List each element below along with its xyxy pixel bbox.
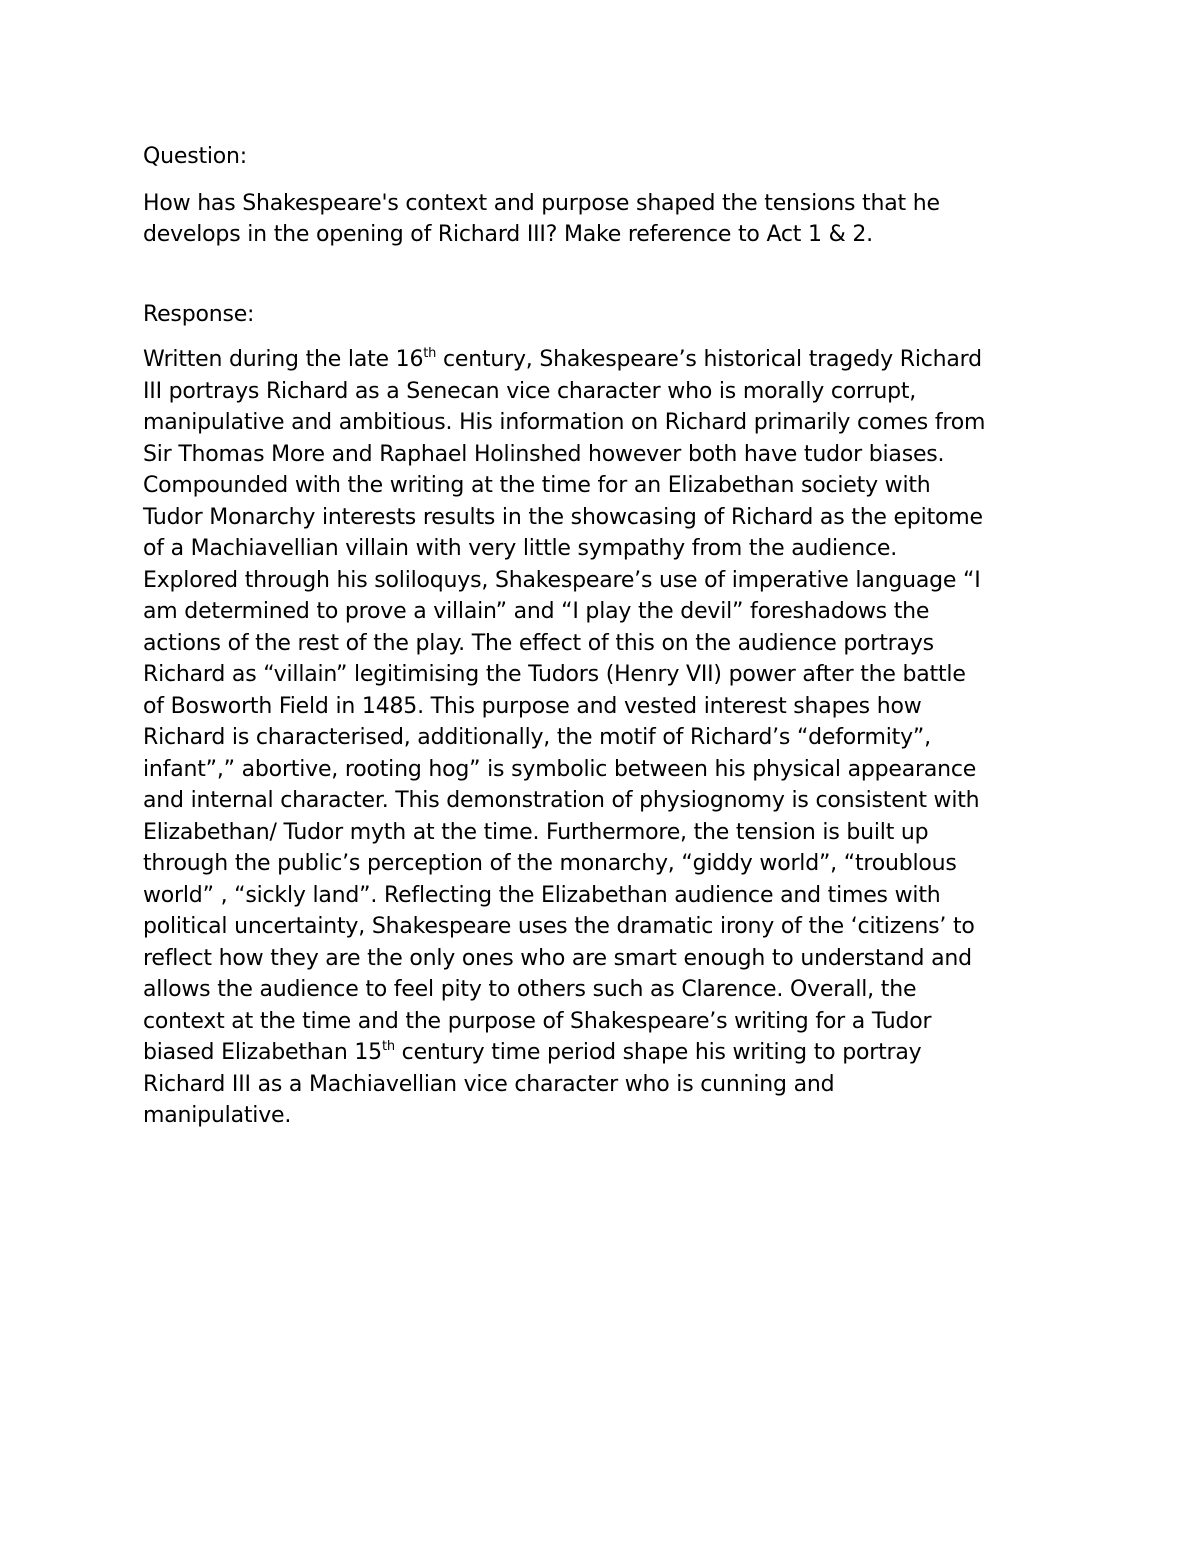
- response-line: III portrays Richard as a Senecan vice character who is morally corrupt,: [143, 378, 917, 404]
- response-line: Richard as “villain” legitimising the Tudors (Henry VII) power after the battle: [143, 662, 966, 687]
- response-heading: Response:: [143, 301, 255, 327]
- response-line: world” , “sickly land”. Reflecting the Elizabethan audience and times with: [143, 882, 941, 908]
- response-line-text: century time period shape his writing to portray: [394, 1040, 922, 1065]
- response-line: Elizabethan/ Tudor myth at the time. Furthermore, the tension is built up: [143, 819, 929, 845]
- response-line: allows the audience to feel pity to others such as Clarence. Overall, the: [143, 977, 917, 1002]
- response-line: Tudor Monarchy interests results in the showcasing of Richard as the epitome: [143, 504, 983, 530]
- response-line-text: biased Elizabethan 15: [143, 1040, 382, 1065]
- response-line: through the public’s perception of the monarchy, “giddy world”, “troublous: [143, 851, 957, 876]
- response-line-text: century, Shakespeare’s historical tragedy Richard: [436, 347, 982, 372]
- response-line: manipulative and ambitious. His information on Richard primarily comes from: [143, 410, 986, 435]
- response-text: [143, 344, 1068, 1132]
- response-line: [143, 344, 1068, 376]
- response-line: actions of the rest of the play. The effect of this on the audience portrays: [143, 630, 934, 656]
- response-line: manipulative.: [143, 1103, 292, 1128]
- question-line: develops in the opening of Richard III? Make reference to Act 1 & 2.: [143, 222, 873, 247]
- response-line: of Bosworth Field in 1485. This purpose and vested interest shapes how: [143, 693, 922, 719]
- question-line: How has Shakespeare's context and purpose shaped the tensions that he: [143, 190, 940, 216]
- response-line: Richard is characterised, additionally, the motif of Richard’s “deformity”,: [143, 725, 931, 750]
- question-heading: Question:: [143, 144, 248, 169]
- response-line: context at the time and the purpose of Shakespeare’s writing for a Tudor: [143, 1008, 932, 1034]
- response-line: am determined to prove a villain” and “I play the devil” foreshadows the: [143, 599, 930, 624]
- response-line: infant”,” abortive, rooting hog” is symbolic between his physical appearance: [143, 756, 977, 782]
- response-line: Richard III as a Machiavellian vice character who is cunning and: [143, 1071, 835, 1097]
- response-line: political uncertainty, Shakespeare uses the dramatic irony of the ‘citizens’ to: [143, 914, 975, 939]
- response-line: Explored through his soliloquys, Shakespeare’s use of imperative language “I: [143, 567, 981, 593]
- response-line: [143, 1037, 1068, 1069]
- ordinal-superscript: th: [381, 1039, 395, 1054]
- response-line-text: Written during the late 16: [143, 347, 424, 372]
- response-line: Sir Thomas More and Raphael Holinshed however both have tudor biases.: [143, 441, 945, 467]
- document-body: [143, 141, 1068, 1132]
- response-line: of a Machiavellian villain with very little sympathy from the audience.: [143, 536, 897, 561]
- question-text: [143, 188, 1068, 251]
- response-line: reflect how they are the only ones who are smart enough to understand and: [143, 945, 972, 971]
- response-line: Compounded with the writing at the time for an Elizabethan society with: [143, 473, 931, 498]
- ordinal-superscript: th: [423, 346, 437, 361]
- response-line: and internal character. This demonstration of physiognomy is consistent with: [143, 788, 980, 813]
